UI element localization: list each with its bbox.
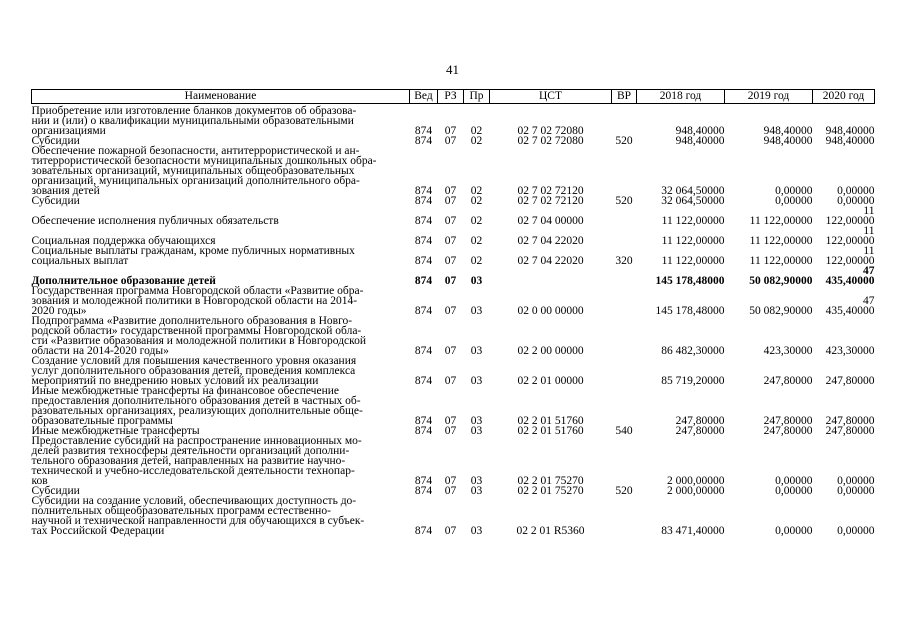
cell-vr: 520 <box>615 135 633 147</box>
cell-ved: 874 <box>414 235 433 247</box>
cell-ved: 874 <box>414 375 433 387</box>
name-line: сти «Развитие образования и молодежной политики в Новгородской <box>31 335 367 347</box>
cell-2018: 145 178,48000 <box>655 305 725 317</box>
cell-2020: 948,40000 <box>825 125 875 137</box>
cell-cst: 02 7 02 72080 <box>517 135 584 147</box>
cell-pr: 02 <box>470 185 483 197</box>
cell-2020: 0,00000 <box>837 485 875 497</box>
cell-2020: 0,00000 <box>837 195 875 207</box>
name-line: организаций, муниципальных организаций дополнительного обра- <box>31 175 360 187</box>
cell-cst: 02 7 02 72080 <box>517 125 584 137</box>
cell-2018: 11 122,00000 <box>661 235 725 247</box>
cell-2019: 948,40000 <box>763 125 813 137</box>
name-line: Предоставление субсидий на распространение инновационных мо- <box>31 435 362 447</box>
table-row <box>32 266 875 286</box>
name-line: титеррористической безопасности муниципальных дошкольных обра- <box>31 155 377 167</box>
name-line: Подпрограмма «Развитие дополнительного образования в Новго- <box>31 315 353 327</box>
cell-ved: 874 <box>414 125 433 137</box>
cell-vr <box>612 316 637 356</box>
cell-ved: 874 <box>414 215 433 227</box>
cell-ved: 874 <box>414 305 433 317</box>
cell-vr: 540 <box>615 425 633 437</box>
header-cst: ЦСТ <box>490 90 612 104</box>
cell-2020: 0,00000 <box>837 475 875 487</box>
cell-cst: 02 2 01 00000 <box>517 375 584 387</box>
cell-2019: 247,80000 <box>763 375 813 387</box>
cell-rz: 07 <box>444 235 457 247</box>
cell-2018: 145 178,48000 <box>655 275 725 287</box>
cell-cst: 02 2 01 R5360 <box>516 525 585 537</box>
header-pr: Пр <box>464 90 490 104</box>
table-row <box>32 226 875 246</box>
cell-ved: 874 <box>414 345 433 357</box>
name-line: Дополнительное образование детей <box>31 275 216 287</box>
name-line: нии и (или) о квалификации муниципальными образовательными <box>31 115 354 127</box>
table-row <box>32 436 875 486</box>
cell-ved: 874 <box>414 185 433 197</box>
cell-rz: 07 <box>444 275 457 287</box>
name-line: Создание условий для повышения качественного уровня оказания <box>31 355 357 367</box>
name-line: делей развития техносферы деятельности организаций дополни- <box>31 445 350 457</box>
cell-2018: 83 471,40000 <box>661 525 725 537</box>
cell-2020: 423,30000 <box>825 345 875 357</box>
cell-2020: 11 122,00000 <box>825 205 875 227</box>
cell-2019: 247,80000 <box>763 425 813 437</box>
cell-2018: 11 122,00000 <box>661 215 725 227</box>
cell-pr: 03 <box>470 485 483 497</box>
name-line: полнительных общеобразовательных программ естественно- <box>31 505 331 517</box>
cell-ved: 874 <box>414 135 433 147</box>
name-line: Субсидии <box>31 485 80 497</box>
name-line: Приобретение или изготовление бланков документов об образова- <box>31 105 357 117</box>
cell-vr <box>612 104 637 137</box>
cell-name <box>32 386 410 426</box>
cell-2018: 11 122,00000 <box>661 255 725 267</box>
header-rz: РЗ <box>438 90 464 104</box>
cell-2018: 86 482,30000 <box>661 345 725 357</box>
table-row <box>32 246 875 266</box>
cell-vr <box>612 436 637 486</box>
cell-cst: 02 2 01 51760 <box>517 415 584 427</box>
cell-rz: 07 <box>444 195 457 207</box>
cell-vr <box>612 206 637 226</box>
cell-cst: 02 2 00 00000 <box>517 345 584 357</box>
cell-2020: 247,80000 <box>825 415 875 427</box>
name-line: Социальная поддержка обучающихся <box>31 235 216 247</box>
cell-pr: 03 <box>470 305 483 317</box>
name-line: социальных выплат <box>31 255 129 267</box>
cell-rz: 07 <box>444 255 457 267</box>
cell-name <box>32 266 410 286</box>
cell-rz: 07 <box>444 415 457 427</box>
cell-vr <box>612 266 637 286</box>
header-name: Наименование <box>32 90 410 104</box>
cell-cst: 02 2 01 51760 <box>517 425 584 437</box>
cell-vr <box>612 146 637 196</box>
cell-2019: 0,00000 <box>775 185 813 197</box>
cell-name <box>32 206 410 226</box>
name-line: предоставления дополнительного образования детей в частных об- <box>31 395 361 407</box>
table-row <box>32 286 875 316</box>
header-2020: 2020 год <box>813 90 875 104</box>
cell-2020: 47 435,40000 <box>825 295 875 317</box>
table-row <box>32 104 875 137</box>
cell-cst: 02 2 01 75270 <box>517 475 584 487</box>
name-line: Иные межбюджетные трансферты на финансовое обеспечение <box>31 385 339 397</box>
cell-vr: 320 <box>615 255 633 267</box>
cell-name <box>32 316 410 356</box>
cell-name <box>32 146 410 196</box>
cell-2019: 11 122,00000 <box>749 255 813 267</box>
cell-2020: 247,80000 <box>825 375 875 387</box>
cell-pr: 02 <box>470 215 483 227</box>
cell-2019: 50 082,90000 <box>749 275 813 287</box>
cell-vr: 520 <box>615 485 633 497</box>
cell-2020: 47 435,40000 <box>825 265 875 287</box>
header-2019: 2019 год <box>725 90 813 104</box>
cell-2019: 11 122,00000 <box>749 235 813 247</box>
cell-name <box>32 196 410 206</box>
cell-cst: 02 0 00 00000 <box>517 305 584 317</box>
name-line: области на 2014-2020 годы» <box>31 345 169 357</box>
table-row <box>32 146 875 196</box>
cell-cst: 02 7 04 22020 <box>517 235 584 247</box>
cell-rz: 07 <box>444 135 457 147</box>
budget-table <box>31 89 875 536</box>
cell-pr: 03 <box>470 275 483 287</box>
cell-ved: 874 <box>414 195 433 207</box>
cell-rz: 07 <box>444 375 457 387</box>
table-header-row <box>32 90 875 104</box>
name-line: Субсидии <box>31 195 80 207</box>
name-line: ков <box>31 475 48 487</box>
page-number: 41 <box>446 62 459 77</box>
cell-2018: 948,40000 <box>675 125 725 137</box>
table-body <box>32 104 875 537</box>
name-line: тах Российской Федерации <box>31 525 165 537</box>
cell-pr: 02 <box>470 125 483 137</box>
cell-2020: 11 122,00000 <box>825 225 875 247</box>
cell-rz: 07 <box>444 305 457 317</box>
cell-rz: 07 <box>444 475 457 487</box>
cell-cst: 02 7 04 22020 <box>517 255 584 267</box>
name-line: 2020 годы» <box>31 305 87 317</box>
cell-name <box>32 356 410 386</box>
cell-2018: 247,80000 <box>675 425 725 437</box>
table-row <box>32 386 875 426</box>
cell-2018: 85 719,20000 <box>661 375 725 387</box>
header-ved: Вед <box>410 90 438 104</box>
cell-vr <box>612 226 637 246</box>
cell-vr <box>612 386 637 426</box>
cell-pr: 02 <box>470 255 483 267</box>
table-row <box>32 356 875 386</box>
cell-vr <box>612 356 637 386</box>
name-line: тельного образования детей, направленных на развитие научно- <box>31 455 346 467</box>
name-line: разовательных организациях, реализующих дополнительные обще- <box>31 405 363 417</box>
cell-name <box>32 286 410 316</box>
cell-2019: 0,00000 <box>775 195 813 207</box>
cell-2020: 0,00000 <box>837 525 875 537</box>
name-line: мероприятий по внедрению новых условий их реализации <box>31 375 319 387</box>
cell-2018: 948,40000 <box>675 135 725 147</box>
cell-2019: 247,80000 <box>763 415 813 427</box>
cell-2019: 50 082,90000 <box>749 305 813 317</box>
cell-vr <box>612 286 637 316</box>
name-line: Социальные выплаты гражданам, кроме публичных нормативных <box>31 245 355 257</box>
cell-cst: 02 2 01 75270 <box>517 485 584 497</box>
cell-2018: 32 064,50000 <box>661 195 725 207</box>
cell-pr: 03 <box>470 415 483 427</box>
cell-2020: 247,80000 <box>825 425 875 437</box>
cell-rz: 07 <box>444 185 457 197</box>
cell-2020: 0,00000 <box>837 185 875 197</box>
cell-pr: 03 <box>470 475 483 487</box>
cell-pr: 03 <box>470 525 483 537</box>
name-line: технической и учебно-исследовательской деятельности технопар- <box>31 465 355 477</box>
cell-ved: 874 <box>414 425 433 437</box>
name-line: Обеспечение пожарной безопасности, антитеррористической и ан- <box>31 145 360 157</box>
name-line: образовательные программы <box>31 415 173 427</box>
cell-rz: 07 <box>444 525 457 537</box>
cell-ved: 874 <box>414 415 433 427</box>
cell-rz: 07 <box>444 425 457 437</box>
name-line: научной и технической направленности для обучающихся в субъек- <box>31 515 365 527</box>
cell-2020: 948,40000 <box>825 135 875 147</box>
cell-cst: 02 7 02 72120 <box>517 195 584 207</box>
cell-rz: 07 <box>444 125 457 137</box>
cell-2018: 247,80000 <box>675 415 725 427</box>
header-vr: ВР <box>612 90 637 104</box>
cell-2019: 0,00000 <box>775 485 813 497</box>
cell-vr: 520 <box>615 195 633 207</box>
cell-rz: 07 <box>444 345 457 357</box>
name-line: зования и молодежной политики в Новгородской области на 2014- <box>31 295 358 307</box>
cell-2019: 423,30000 <box>763 345 813 357</box>
cell-pr: 03 <box>470 375 483 387</box>
name-line: родской области» государственной программы Новгородской обла- <box>31 325 362 337</box>
cell-ved: 874 <box>414 485 433 497</box>
name-line: Обеспечение исполнения публичных обязательств <box>31 215 279 227</box>
cell-ved: 874 <box>414 275 433 287</box>
table-row <box>32 206 875 226</box>
header-2018: 2018 год <box>637 90 725 104</box>
cell-pr: 02 <box>470 135 483 147</box>
cell-pr: 03 <box>470 425 483 437</box>
name-line: услуг дополнительного образования детей, проведения комплекса <box>31 365 356 377</box>
cell-cst <box>490 266 612 286</box>
cell-2019: 948,40000 <box>763 135 813 147</box>
table-row <box>32 496 875 536</box>
cell-pr: 02 <box>470 235 483 247</box>
cell-cst: 02 7 04 00000 <box>517 215 584 227</box>
cell-2018: 32 064,50000 <box>661 185 725 197</box>
cell-name <box>32 226 410 246</box>
name-line: зования детей <box>31 185 100 197</box>
cell-pr: 02 <box>470 195 483 207</box>
cell-name <box>32 104 410 137</box>
cell-name <box>32 496 410 536</box>
cell-name <box>32 246 410 266</box>
name-line: Субсидии на создание условий, обеспечивающих доступность до- <box>31 495 357 507</box>
cell-ved: 874 <box>414 255 433 267</box>
cell-2018: 2 000,00000 <box>667 485 725 497</box>
cell-pr: 03 <box>470 345 483 357</box>
name-line: Государственная программа Новгородской области «Развитие обра- <box>31 285 364 297</box>
name-line: Иные межбюджетные трансферты <box>31 425 200 437</box>
cell-2019: 0,00000 <box>775 525 813 537</box>
cell-rz: 07 <box>444 215 457 227</box>
name-line: зовательных организаций, муниципальных общеобразовательных <box>31 165 355 177</box>
table-row <box>32 196 875 206</box>
cell-ved: 874 <box>414 475 433 487</box>
cell-ved: 874 <box>414 525 433 537</box>
cell-name <box>32 436 410 486</box>
cell-rz: 07 <box>444 485 457 497</box>
cell-2019: 11 122,00000 <box>749 215 813 227</box>
cell-2018: 2 000,00000 <box>667 475 725 487</box>
name-line: Субсидии <box>31 135 80 147</box>
cell-2020: 11 122,00000 <box>825 245 875 267</box>
cell-vr <box>612 496 637 536</box>
cell-2019: 0,00000 <box>775 475 813 487</box>
cell-cst: 02 7 02 72120 <box>517 185 584 197</box>
name-line: организациями <box>31 125 106 137</box>
table-row <box>32 316 875 356</box>
